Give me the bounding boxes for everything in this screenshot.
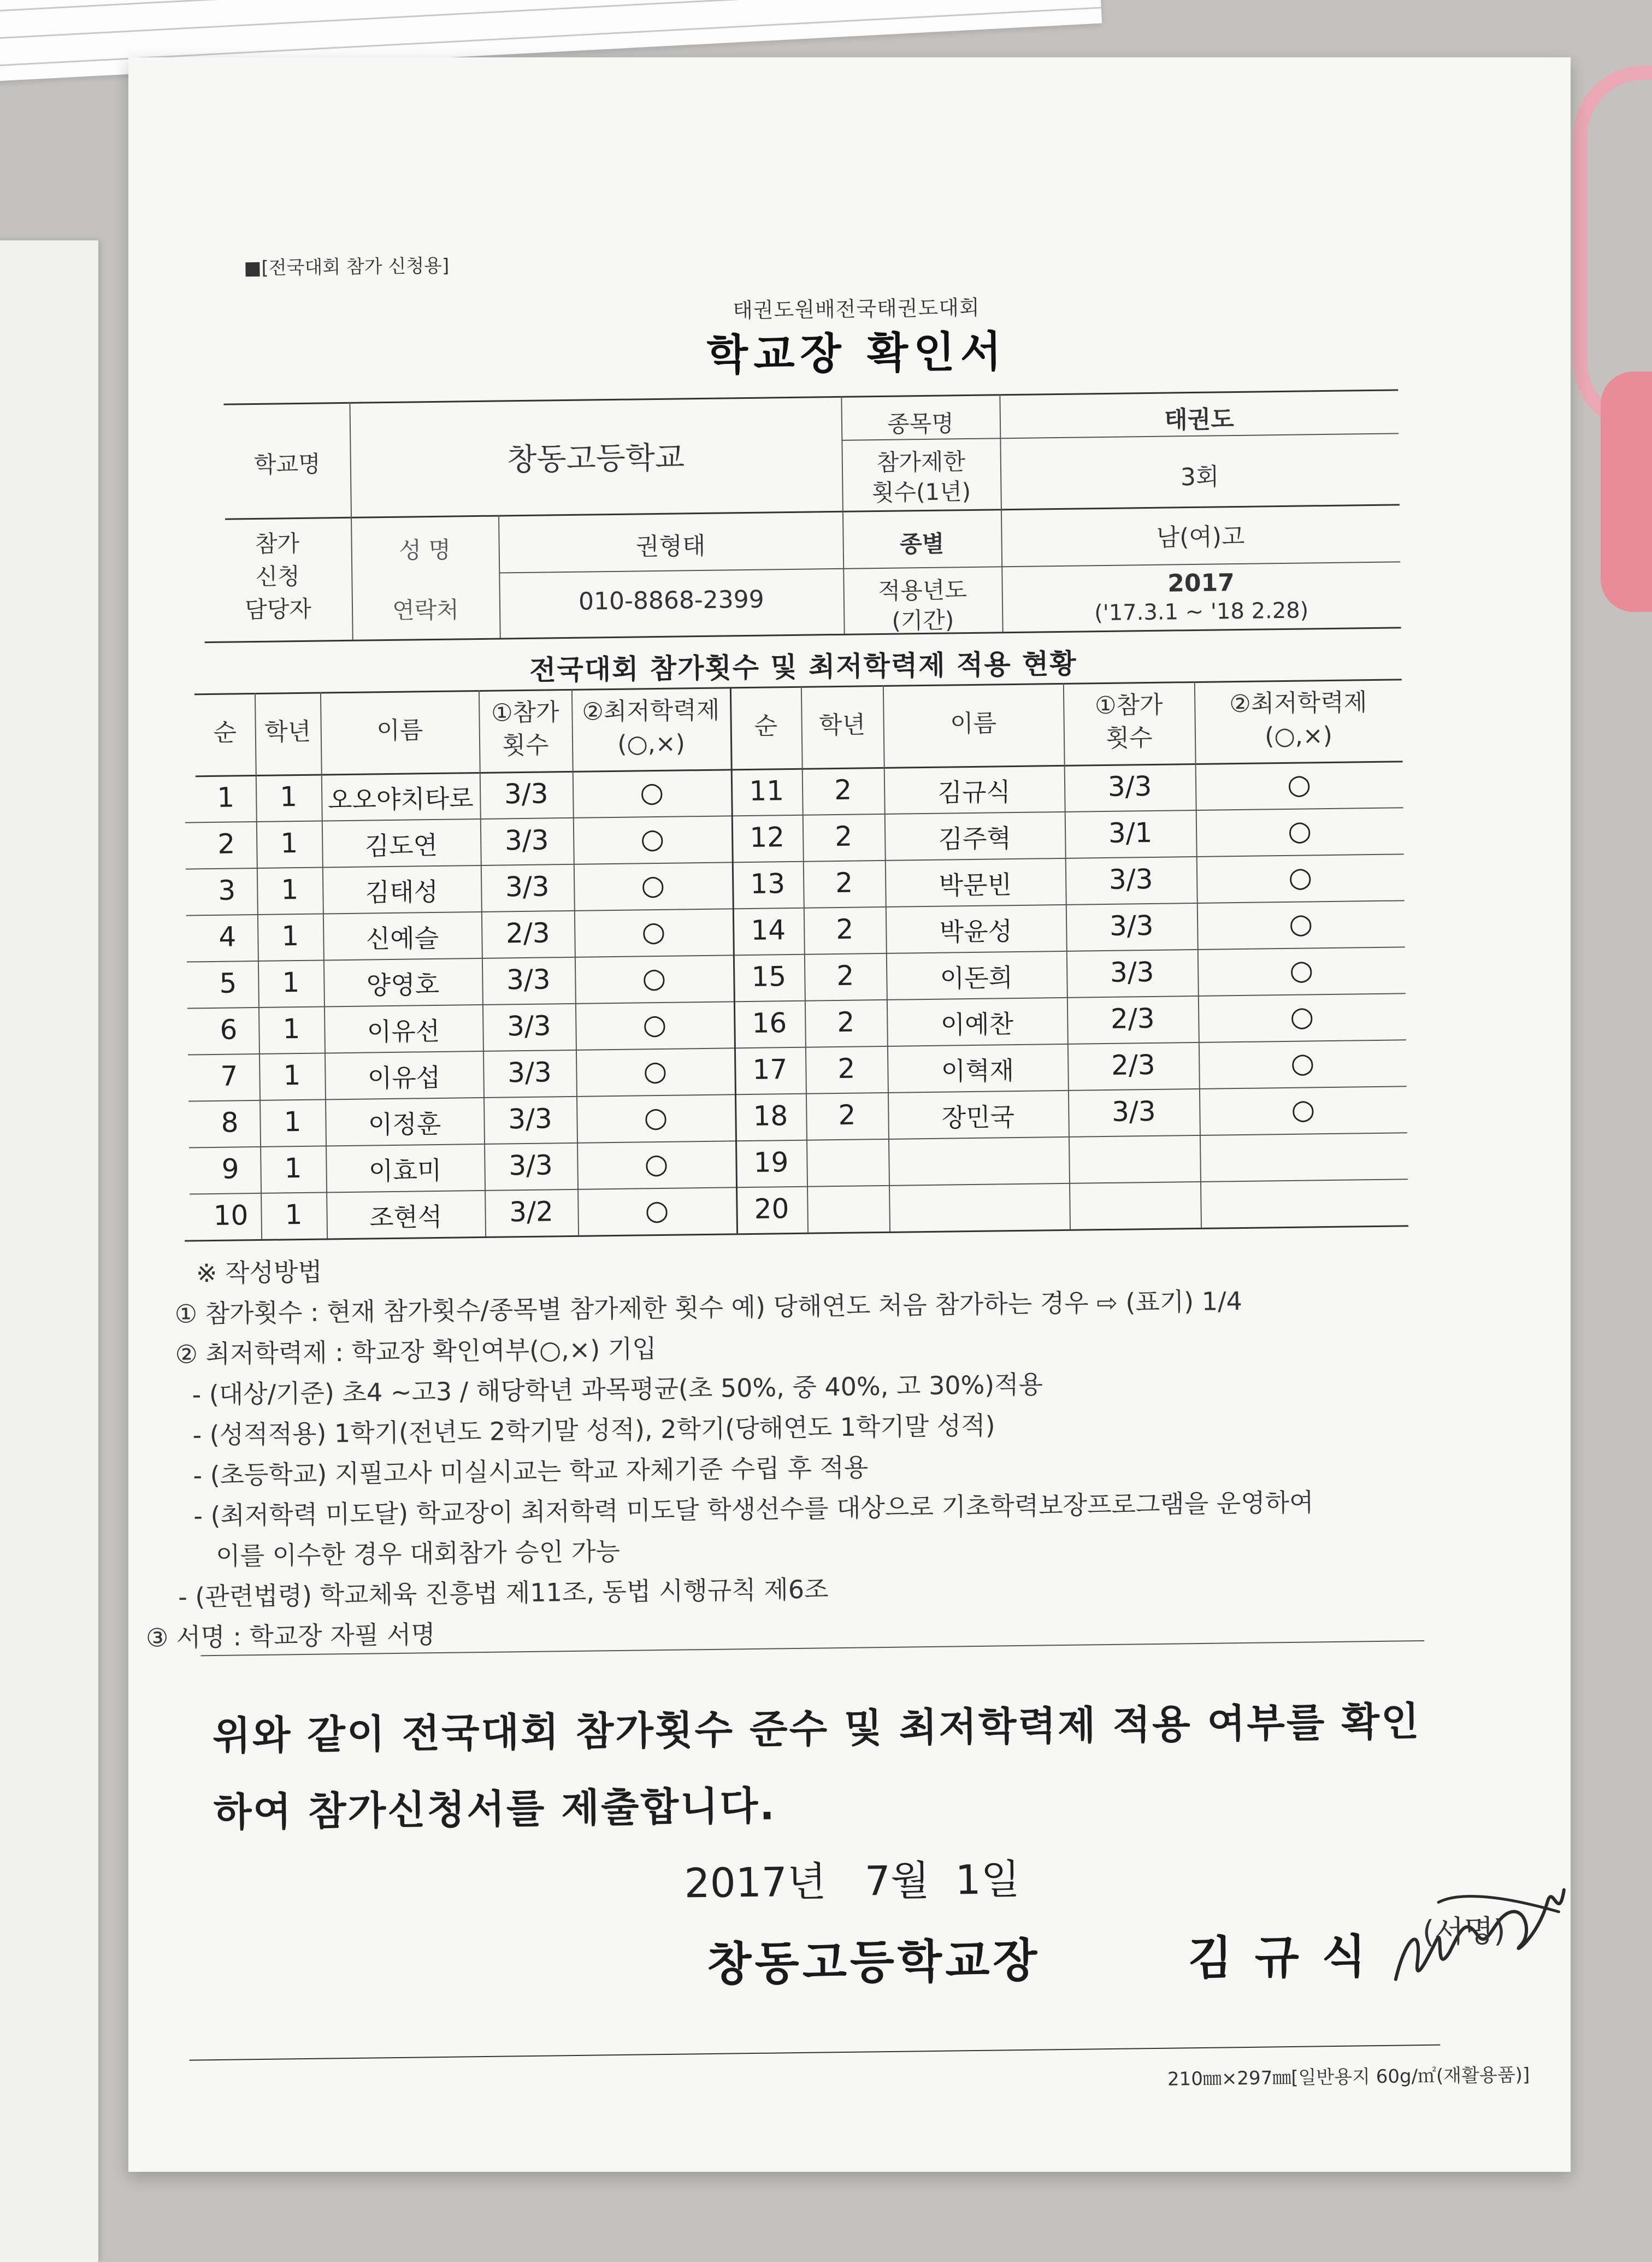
cell-min: ○ bbox=[1291, 1093, 1315, 1126]
background-paper-edge bbox=[0, 240, 98, 2262]
note-line: - (관련법령) 학교체육 진흥법 제11조, 동법 시행규칙 제6조 bbox=[178, 1574, 829, 1612]
header-count-right-line2: 횟수 bbox=[1106, 723, 1153, 752]
cell-min: ○ bbox=[642, 962, 666, 994]
cell-name: 오오야치타로 bbox=[327, 784, 474, 815]
year-value-line2: ('17.3.1 ~ '18 2.28) bbox=[1094, 598, 1309, 626]
cell-min: ○ bbox=[645, 1194, 669, 1227]
cell-grade: 1 bbox=[284, 1152, 302, 1185]
cell-name bbox=[889, 1189, 1069, 1192]
note-line: - (초등학교) 지필고사 미실시교는 학교 자체기준 수립 후 적용 bbox=[193, 1452, 869, 1491]
principal-school: 창동고등학교장 bbox=[706, 1933, 1041, 1992]
signature-mark: (서명) bbox=[1422, 1913, 1506, 1951]
cell-no: 5 bbox=[219, 967, 237, 999]
cell-grade: 2 bbox=[834, 820, 853, 853]
header-min-left-line2: (○,×) bbox=[617, 729, 686, 758]
confirmation-document bbox=[116, 49, 1584, 2181]
header-count-left-line2: 횟수 bbox=[502, 731, 549, 760]
cell-name: 박문빈 bbox=[939, 870, 1012, 900]
cell-name: 이정훈 bbox=[368, 1109, 441, 1140]
document-subtitle: 태권도원배전국태권도대회 bbox=[732, 295, 980, 323]
cell-no: 7 bbox=[220, 1060, 238, 1092]
cell-min: ○ bbox=[640, 776, 664, 809]
cell-min: ○ bbox=[1290, 1000, 1314, 1033]
cell-name: 이혁재 bbox=[941, 1056, 1014, 1086]
cell-name: 이유선 bbox=[367, 1016, 440, 1047]
cell-min: ○ bbox=[1290, 1047, 1315, 1079]
header-no-left: 순 bbox=[213, 718, 237, 747]
header-min-left-line1: ②최저학력제 bbox=[582, 696, 720, 726]
cell-min: ○ bbox=[1287, 815, 1312, 847]
note-line: ※ 작성방법 bbox=[196, 1257, 323, 1288]
cell-min: ○ bbox=[1289, 908, 1313, 940]
cell-name: 박윤성 bbox=[939, 916, 1013, 947]
cell-count: 3/1 bbox=[1108, 816, 1153, 849]
cell-min: ○ bbox=[1289, 954, 1314, 986]
cell-no: 9 bbox=[221, 1153, 239, 1185]
manager-label-line3: 담당자 bbox=[244, 595, 312, 623]
cell-name: 김주혁 bbox=[938, 823, 1012, 854]
limit-label-line1: 참가제한 bbox=[876, 448, 966, 476]
cell-name: 장민국 bbox=[941, 1102, 1015, 1133]
note-line: ③ 서명 : 학교장 자필 서명 bbox=[145, 1619, 436, 1653]
cell-no: 20 bbox=[754, 1193, 789, 1225]
note-line: - (대상/기준) 초4 ~고3 / 해당학년 과목평균(초 50%, 중 40%, 고 30%)적용 bbox=[192, 1369, 1043, 1410]
cell-grade bbox=[806, 1145, 888, 1146]
school-name-label: 학교명 bbox=[253, 450, 321, 478]
cell-count: 2/3 bbox=[1110, 1002, 1155, 1035]
cell-no: 2 bbox=[217, 828, 235, 860]
header-grade-left: 학년 bbox=[264, 717, 311, 746]
form-tag: ■[전국대회 참가 신청용] bbox=[244, 255, 450, 280]
cell-count: 3/3 bbox=[1109, 909, 1154, 942]
cell-min: ○ bbox=[643, 1055, 668, 1087]
cell-no: 18 bbox=[753, 1100, 788, 1132]
cell-grade: 1 bbox=[281, 874, 299, 906]
cell-min: ○ bbox=[641, 869, 665, 902]
footer-rule bbox=[189, 2045, 1440, 2061]
cell-count: 3/3 bbox=[1110, 956, 1154, 988]
cell-min: ○ bbox=[1288, 861, 1313, 893]
contact-label: 연락처 bbox=[392, 596, 459, 624]
gender-label: 종별 bbox=[899, 530, 945, 558]
header-grade-right: 학년 bbox=[818, 711, 866, 740]
cell-count: 3/3 bbox=[1108, 863, 1153, 896]
cell-min: ○ bbox=[642, 1008, 667, 1041]
cell-count: 3/3 bbox=[508, 1103, 553, 1135]
cell-name: 이효미 bbox=[368, 1155, 442, 1186]
cell-grade: 1 bbox=[282, 967, 300, 999]
cell-name: 김도연 bbox=[364, 830, 438, 861]
cell-min: ○ bbox=[640, 822, 665, 855]
cell-grade: 1 bbox=[279, 781, 298, 813]
cell-grade bbox=[807, 1192, 889, 1193]
cell-count bbox=[1069, 1141, 1200, 1143]
cell-count: 3/2 bbox=[509, 1195, 554, 1228]
school-name-value: 창동고등학교 bbox=[507, 440, 685, 478]
cell-name: 김태성 bbox=[365, 876, 439, 908]
cell-grade: 2 bbox=[837, 1052, 856, 1085]
pink-object bbox=[1601, 372, 1652, 612]
manager-label-line2: 신청 bbox=[255, 562, 300, 590]
limit-value: 3회 bbox=[1180, 463, 1219, 492]
cell-min: ○ bbox=[644, 1101, 668, 1134]
cell-count: 3/3 bbox=[506, 963, 551, 996]
cell-count: 3/3 bbox=[505, 870, 550, 903]
event-label: 종목명 bbox=[887, 410, 954, 438]
header-min-right-line1: ②최저학력제 bbox=[1229, 688, 1367, 718]
cell-no: 6 bbox=[220, 1014, 238, 1046]
cell-no: 19 bbox=[753, 1146, 789, 1179]
cell-no: 10 bbox=[213, 1199, 249, 1232]
cell-name: 김규식 bbox=[937, 777, 1011, 808]
cell-grade: 1 bbox=[280, 827, 298, 859]
cell-name: 이유섭 bbox=[367, 1062, 441, 1093]
cell-min: ○ bbox=[641, 915, 666, 948]
cell-no: 8 bbox=[221, 1106, 239, 1139]
note-line: 이를 이수한 경우 대회참가 승인 가능 bbox=[215, 1536, 621, 1571]
note-line: - (최저학력 미도달) 학교장이 최저학력 미도달 학생선수를 대상으로 기초학력보장프로그램을 운영하여 bbox=[193, 1487, 1314, 1531]
section-title: 전국대회 참가횟수 및 최저학력제 적용 현황 bbox=[529, 647, 1077, 686]
event-value: 태권도 bbox=[1164, 405, 1234, 434]
cell-count: 3/3 bbox=[1111, 1095, 1156, 1128]
cell-grade: 2 bbox=[836, 959, 854, 992]
cell-name: 양영호 bbox=[366, 969, 440, 1000]
cell-count: 3/3 bbox=[1107, 770, 1152, 803]
cell-count: 3/3 bbox=[504, 824, 549, 857]
cell-min bbox=[1200, 1185, 1408, 1188]
cell-no: 16 bbox=[752, 1007, 787, 1039]
person-name-value: 권형태 bbox=[635, 532, 706, 561]
contact-value: 010-8868-2399 bbox=[578, 585, 765, 616]
closing-line-1: 위와 같이 전국대회 참가횟수 준수 및 최저학력제 적용 여부를 확인 bbox=[212, 1698, 1421, 1759]
cell-name: 이돈희 bbox=[940, 963, 1013, 993]
cell-name: 조현석 bbox=[369, 1201, 442, 1233]
note-line: ① 참가횟수 : 현재 참가횟수/종목별 참가제한 횟수 예) 당해연도 처음 참가하는 경우 ⇨ (표기) 1/4 bbox=[174, 1286, 1243, 1329]
cell-count: 3/3 bbox=[504, 777, 548, 810]
cell-no: 14 bbox=[751, 914, 786, 946]
cell-no: 11 bbox=[749, 775, 784, 807]
header-count-left-line1: ①참가 bbox=[491, 698, 559, 727]
cell-no: 3 bbox=[218, 874, 236, 906]
cell-grade: 2 bbox=[837, 1006, 855, 1039]
note-line: - (성적적용) 1학기(전년도 2학기말 성적), 2학기(당해연도 1학기말 성적) bbox=[192, 1410, 995, 1450]
year-label-line2: (기간) bbox=[892, 606, 954, 634]
cell-grade: 1 bbox=[283, 1059, 301, 1092]
cell-no: 15 bbox=[751, 961, 787, 993]
cell-count: 3/3 bbox=[507, 1056, 552, 1089]
cell-count: 3/3 bbox=[508, 1149, 553, 1182]
paper-spec-footer: 210㎜×297㎜[일반용지 60g/㎡(재활용품)] bbox=[1167, 2064, 1530, 2090]
signing-date: 2017년 7월 1일 bbox=[684, 1856, 1020, 1907]
cell-name: 이예찬 bbox=[940, 1009, 1014, 1040]
cell-min: ○ bbox=[644, 1147, 669, 1180]
cell-count: 3/3 bbox=[506, 1010, 551, 1042]
principal-name: 김 규 식 bbox=[1187, 1929, 1370, 1986]
cell-count: 2/3 bbox=[1111, 1048, 1155, 1081]
header-count-right-line1: ①참가 bbox=[1094, 691, 1163, 720]
note-line: ② 최저학력제 : 학교장 확인여부(○,×) 기입 bbox=[175, 1334, 657, 1369]
document-title: 학교장 확인서 bbox=[706, 327, 1007, 380]
cell-no: 17 bbox=[752, 1053, 788, 1086]
cell-no: 12 bbox=[750, 821, 785, 853]
header-no-right: 순 bbox=[754, 712, 778, 740]
cell-grade: 2 bbox=[835, 867, 853, 899]
principal-signature bbox=[1383, 1868, 1582, 2004]
cell-name bbox=[888, 1143, 1069, 1145]
cell-min: ○ bbox=[1287, 768, 1312, 800]
closing-line-2: 하여 참가신청서를 제출합니다. bbox=[213, 1782, 777, 1836]
cell-grade: 1 bbox=[282, 1013, 300, 1045]
header-min-right-line2: (○,×) bbox=[1264, 721, 1333, 751]
cell-grade: 1 bbox=[281, 920, 299, 952]
cell-grade: 2 bbox=[838, 1099, 856, 1132]
cell-name: 신예슬 bbox=[365, 923, 439, 954]
header-name-left: 이름 bbox=[376, 716, 423, 745]
year-value-line1: 2017 bbox=[1167, 569, 1235, 598]
cell-grade: 2 bbox=[834, 774, 852, 806]
gender-value: 남(여)고 bbox=[1156, 522, 1245, 552]
limit-label-line2: 횟수(1년) bbox=[871, 478, 971, 506]
year-label-line1: 적용년도 bbox=[878, 576, 967, 605]
cell-count bbox=[1069, 1188, 1200, 1189]
manager-label-line1: 참가 bbox=[255, 529, 300, 557]
person-name-label: 성 명 bbox=[399, 536, 451, 564]
cell-no: 13 bbox=[750, 868, 786, 900]
cell-count: 2/3 bbox=[505, 917, 550, 950]
cell-min bbox=[1200, 1139, 1407, 1141]
cell-grade: 1 bbox=[284, 1106, 302, 1138]
cell-no: 4 bbox=[219, 921, 237, 953]
header-name-right: 이름 bbox=[949, 709, 997, 738]
cell-grade: 2 bbox=[836, 913, 854, 946]
cell-grade: 1 bbox=[285, 1199, 303, 1231]
document-sheet bbox=[128, 57, 1571, 2172]
cell-no: 1 bbox=[216, 781, 235, 814]
